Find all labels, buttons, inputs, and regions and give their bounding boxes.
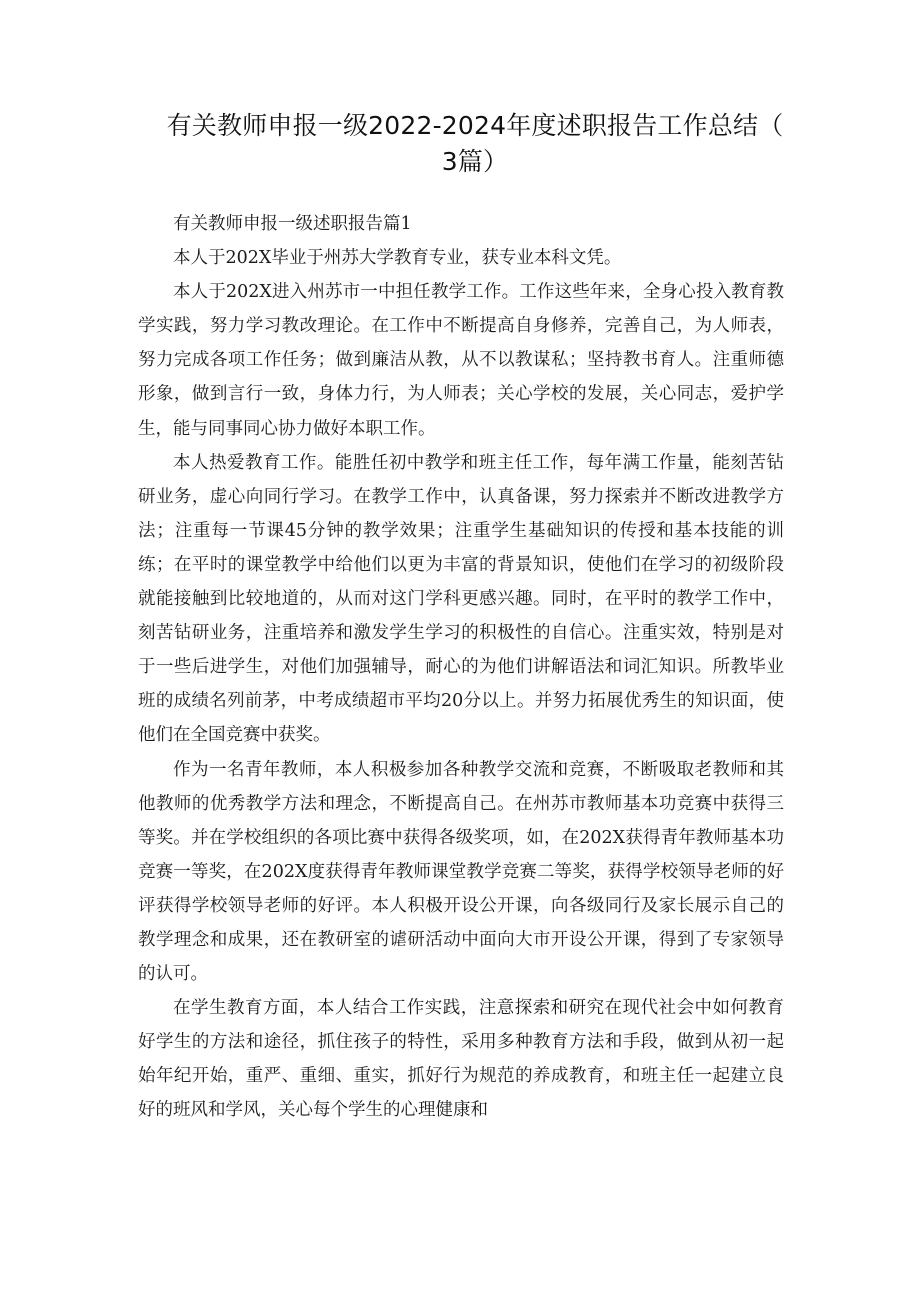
document-body (138, 207, 784, 1128)
paragraph-4: 作为一名青年教师，本人积极参加各种教学交流和竞赛，不断吸取老教师和其他教师的优秀教学方法和理念，不断提高自己。在州苏市教师基本功竞赛中获得三等奖。并在学校组织的各项比赛中获得各级奖项，如，在202X获得青年教师基本功竞赛一等奖，在202X度获得青年教师课堂教学竞赛二等奖，获得学校领导老师的好评获得学校领导老师的好评。本人积极开设公开课，向各级同行及家长展示自己的教学理念和成果，还在教研室的谑研活动中面向大市开设公开课，得到了专家领导的认可。 (138, 759, 784, 985)
title-line-1: 有关教师申报一级2022-2024年度述职报告工作总结（ (166, 111, 784, 140)
section-heading: 有关教师申报一级述职报告篇1 (173, 214, 412, 234)
paragraph-2: 本人于202X进入州苏市一中担任教学工作。工作这些年来，全身心投入教育教学实践，努力学习教改理论。在工作中不断提高自身修养，完善自己，为人师表，努力完成各项工作任务；做到廉洁从教，从不以教谋私；坚持教书育人。注重师德形象，做到言行一致，身体力行，为人师表；关心学校的发展，关心同志，爱护学生，能与同事同心协力做好本职工作。 (138, 282, 784, 439)
document-title (150, 108, 800, 180)
paragraph-5: 在学生教育方面，本人结合工作实践，注意探索和研究在现代社会中如何教育好学生的方法和途径，抓住孩子的特性，采用多种教育方法和手段，做到从初一起始年纪开始，重严、重细、重实，抓好行为规范的养成教育，和班主任一起建立良好的班风和学风，关心每个学生的心理健康和 (138, 998, 784, 1121)
paragraph-1: 本人于202X毕业于州苏大学教育专业，获专业本科文凭。 (173, 248, 622, 269)
paragraph-3: 本人热爱教育工作。能胜任初中教学和班主任工作，每年满工作量，能刻苦钻研业务，虚心向同行学习。在教学工作中，认真备课，努力探索并不断改进教学方法；注重每一节课45分钟的教学效果；注重学生基础知识的传授和基本技能的训练；在平时的课堂教学中给他们以更为丰富的背景知识，使他们在学习的初级阶段就能接触到比较地道的，从而对这门学科更感兴趣。同时，在平时的教学工作中，刻苦钻研业务，注重培养和激发学生学习的积极性的自信心。注重实效，特别是对于一些后进学生，对他们加强辅导，耐心的为他们讲解语法和词汇知识。所教毕业班的成绩名列前茅，中考成绩超市平均20分以上。并努力拓展优秀生的知识面，使他们在全国竞赛中获奖。 (138, 452, 784, 746)
title-line-2: 3篇） (441, 147, 509, 176)
